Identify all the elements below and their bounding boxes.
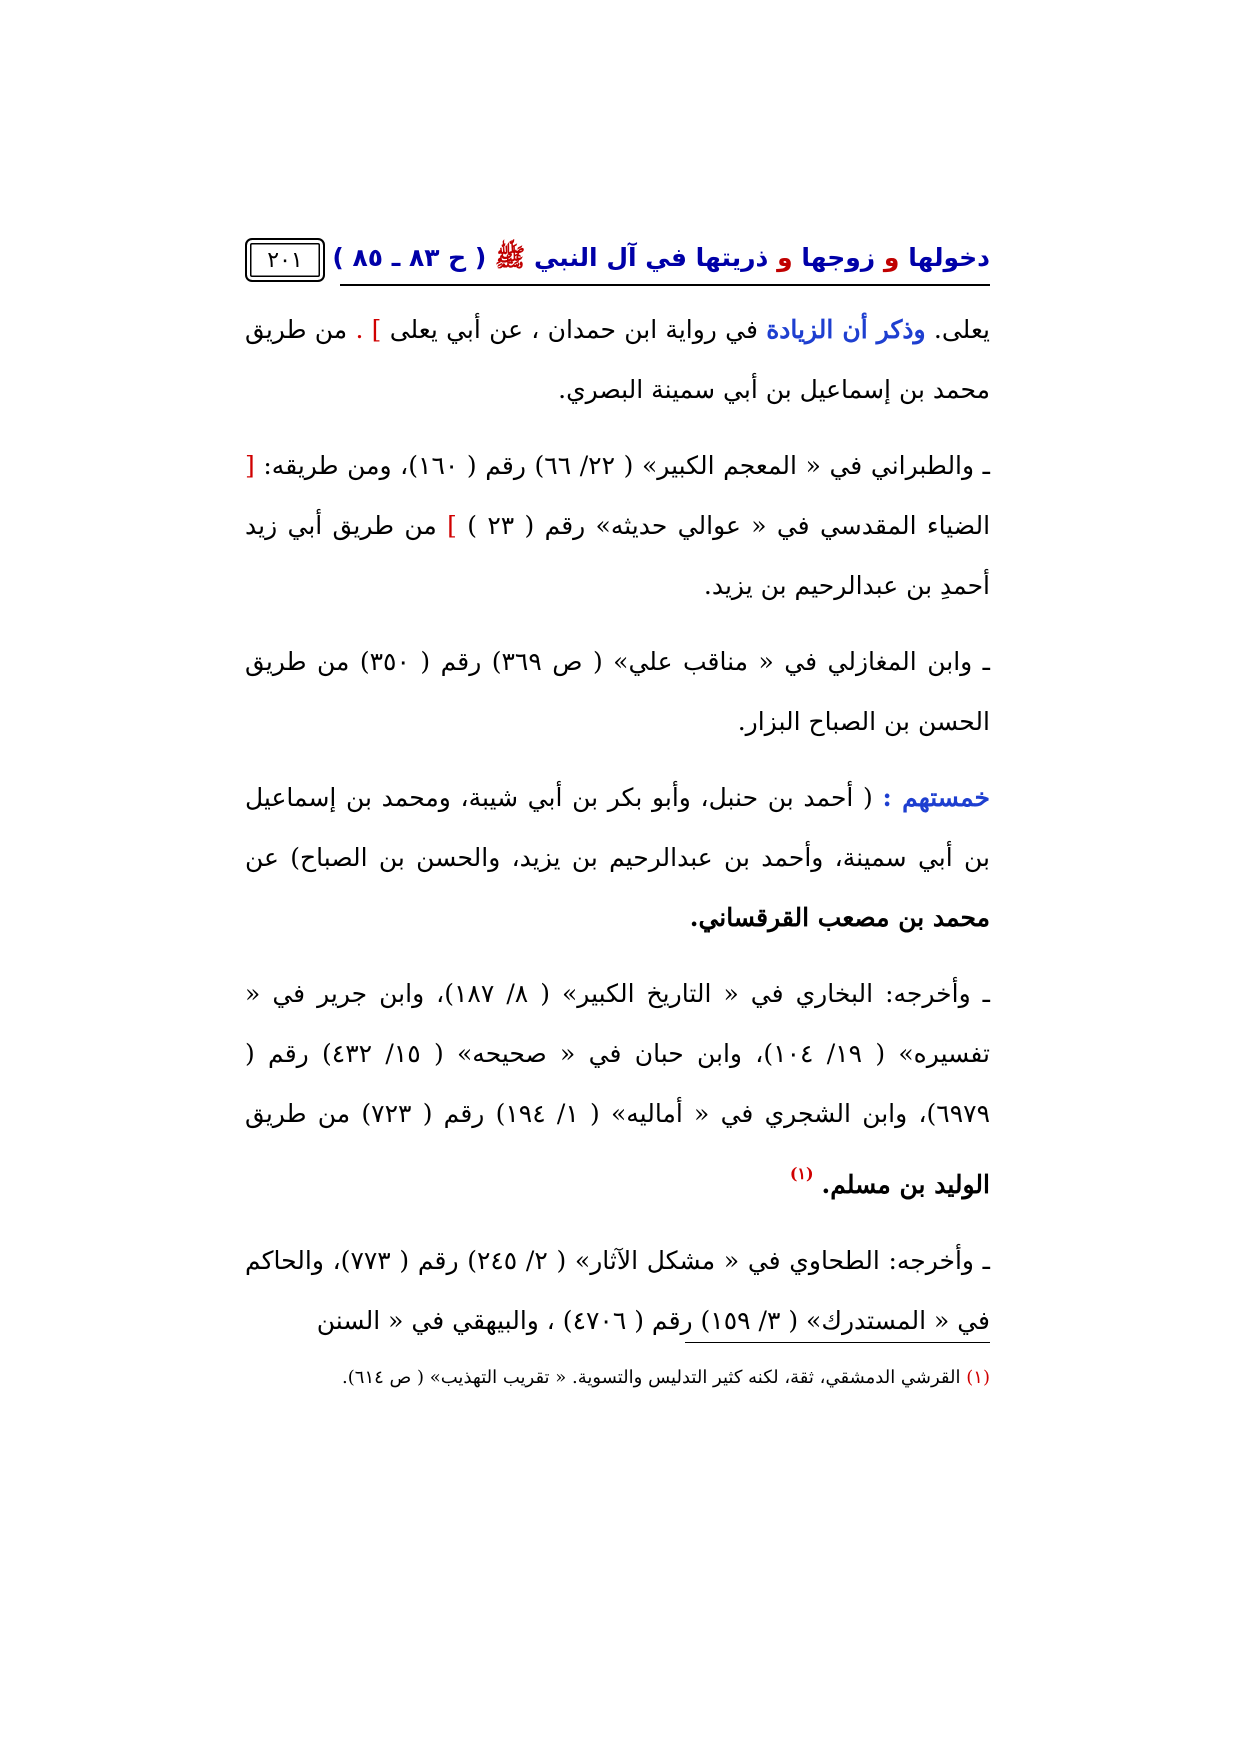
paragraph: يعلى. وذكر أن الزيادة في رواية ابن حمدان ، عن أبي يعلى ] . من طريق محمد بن إسماعيل بن أبي سمينة البصري. [245,315,990,404]
paragraph: ـ وابن المغازلي في « مناقب علي» ( ص ٣٦٩) رقم ( ٣٥٠) من طريق الحسن بن الصباح البزار. [245,647,991,736]
paragraph: خمستهم : ( أحمد بن حنبل، وأبو بكر بن أبي شيبة، ومحمد بن إسماعيل بن أبي سمينة، وأحمد بن عبدالرحيم بن يزيد، والحسن بن الصباح) عن محمد بن مصعب القرقساني. [245,783,990,932]
footnote-number: (١) [966,1367,990,1388]
page-header [245,238,990,288]
footnote [245,1363,990,1393]
header-rule [340,284,990,286]
page-number: ٢٠١ [245,238,325,282]
footnote-divider [685,1342,990,1343]
running-title: دخولها و زوجها و ذريتها في آل النبي ﷺ ( ح ٨٣ ـ ٨٥ ) [332,243,990,272]
footnote-ref[interactable]: (١) [789,1164,814,1183]
pbuh-icon: ﷺ [495,243,526,272]
footnote-text: القرشي الدمشقي، ثقة، لكنه كثير التدليس والتسوية. « تقريب التهذيب» ( ص ٦١٤). [342,1367,961,1388]
paragraph: ـ وأخرجه: البخاري في « التاريخ الكبير» ( ٨/ ١٨٧)، وابن جرير في « تفسيره» ( ١٩/ ١٠٤)، وابن حبان في « صحيحه» ( ١٥/ ٤٣٢) رقم ( ٦٩٧٩)، وابن الشجري في « أماليه» ( ١/ ١٩٤) رقم ( ٧٢٣) من طريق الوليد بن مسلم. $^{(١)}$ [245,979,991,1199]
paragraph: ـ وأخرجه: الطحاوي في « مشكل الآثار» ( ٢/ ٢٤٥) رقم ( ٧٧٣)، والحاكم في « المستدرك» ( ٣/ ١٥٩) رقم ( ٤٧٠٦) ، والبيهقي في « السنن [245,1246,990,1335]
main-text [245,300,990,1367]
paragraph: ـ والطبراني في « المعجم الكبير» ( ٢٢/ ٦٦) رقم ( ١٦٠)، ومن طريقه: [ الضياء المقدسي في « عوالي حديثه» رقم ( ٢٣ ) ] من طريق أبي زيد أحمدِ بن عبدالرحيم بن يزيد. [245,451,991,600]
